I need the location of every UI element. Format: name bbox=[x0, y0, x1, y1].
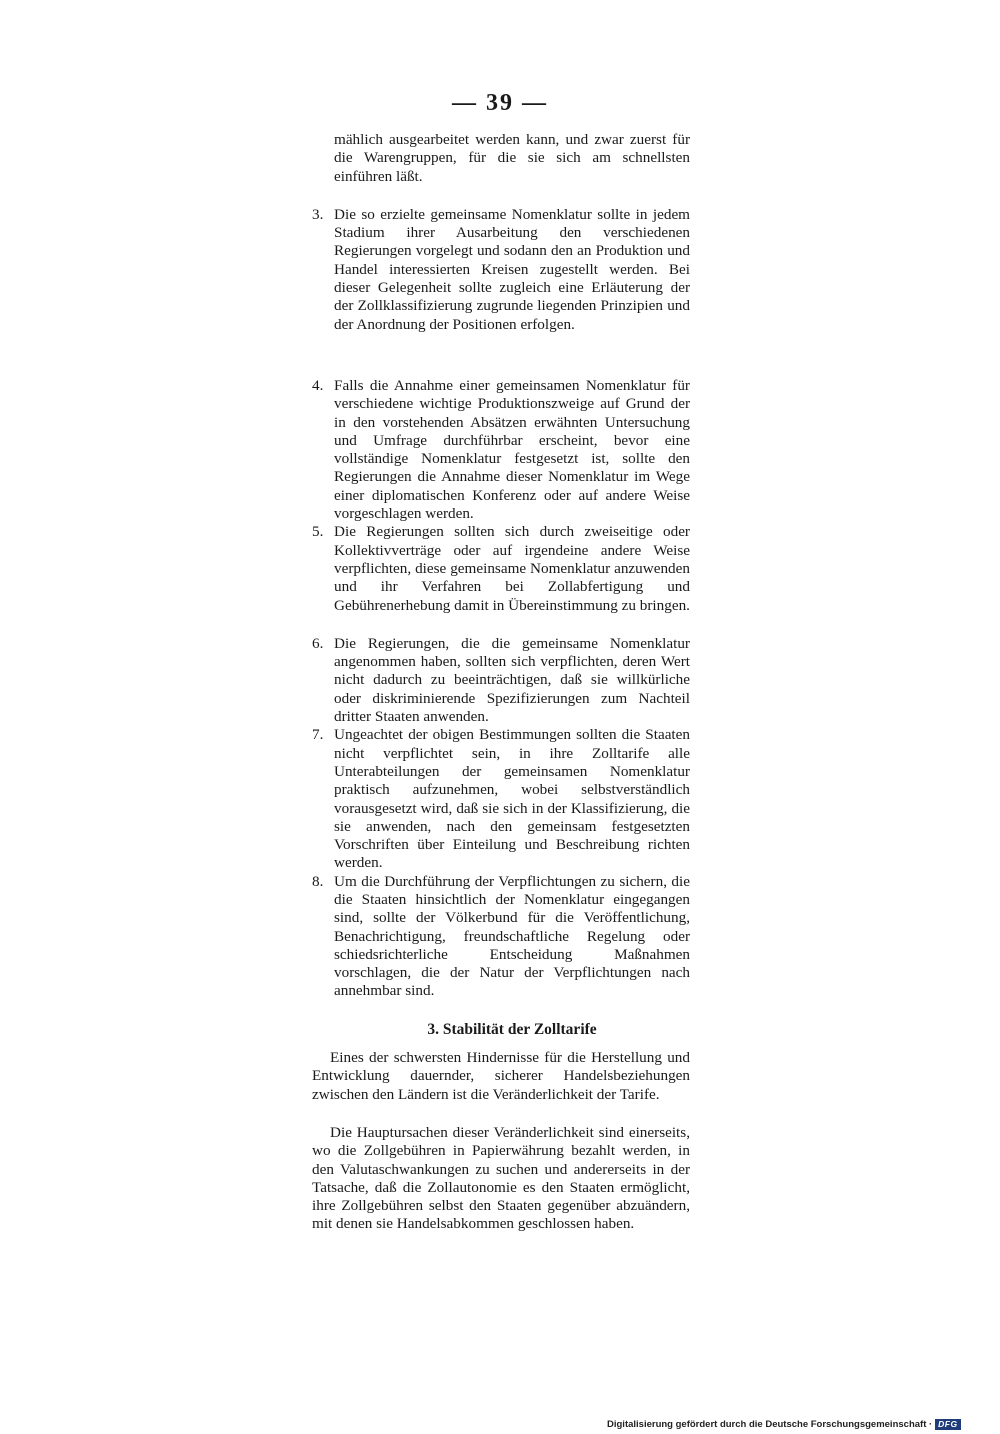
item-text: Um die Durchführung der Verpflichtungen zu sichern, die die Staaten hinsichtlich der Nomenklatur eingegangen sind, sollte der Völkerbund für die Veröffentlichung, Benachrichtigung, freundschaftliche Regelung oder schiedsrichterliche Entscheidung Maßnahmen vorschlagen, die der Natur der Verpflichtungen nach annehmbar sind. bbox=[334, 872, 690, 1000]
list-item-8 bbox=[312, 873, 690, 1001]
list-item-7 bbox=[312, 726, 690, 872]
section-heading: 3. Stabilität der Zolltarife bbox=[427, 1020, 597, 1038]
body-paragraph: Die Hauptursachen dieser Veränderlichkeit sind einerseits, wo die Zollgebühren in Papierwährung bezahlt werden, in den Valutaschwankungen zu suchen und andererseits in der Tatsache, daß die Zollautonomie es den Staaten ermöglicht, ihre Zollgebühren selbst den Staaten gegenüber abzuändern, mit denen sie Handelsabkommen geschlossen haben. bbox=[312, 1123, 690, 1233]
body-paragraph: Eines der schwersten Hindernisse für die Herstellung und Entwicklung dauernder, sicherer Handelsbeziehungen zwischen den Ländern ist die Veränderlichkeit der Tarife. bbox=[312, 1049, 690, 1103]
list-item-4 bbox=[312, 377, 690, 523]
item-number: 5. bbox=[312, 523, 324, 541]
credit-text: Digitalisierung gefördert durch die Deutsche Forschungsgemeinschaft · bbox=[607, 1419, 933, 1430]
item-number: 6. bbox=[312, 634, 324, 652]
list-item-3 bbox=[312, 206, 690, 334]
item-text: Die Regierungen, die die gemeinsame Nomenklatur angenommen haben, sollten sich verpflichten, deren Wert nicht dadurch zu beeinträchtigen, daß sie willkürliche oder diskriminierende Spezifizierungen zum Nachteil dritter Staaten anwenden. bbox=[334, 634, 690, 726]
list-item-6 bbox=[312, 635, 690, 726]
digitization-credit bbox=[607, 1419, 961, 1430]
item-text: Falls die Annahme einer gemeinsamen Nomenklatur für verschiedene wichtige Produktionszweige auf Grund der in den vorstehenden Absätzen erwähnten Untersuchung und Umfrage durchführbar erscheint, bevor eine vollständige Nomenklatur festgesetzt ist, sollte den Regierungen die Annahme dieser Nomenklatur im Wege einer diplomatischen Konferenz oder auf andere Weise vorgeschlagen werden. bbox=[334, 376, 690, 523]
page-number: — 39 — bbox=[452, 90, 548, 116]
list-item-5 bbox=[312, 523, 690, 614]
continuation-paragraph: mählich ausgearbeitet werden kann, und zwar zuerst für die Warengruppen, für die sie sich am schnellsten einführen läßt. bbox=[334, 131, 690, 185]
item-number: 7. bbox=[312, 726, 324, 744]
text-column bbox=[312, 131, 690, 1234]
item-text: Die Regierungen sollten sich durch zweiseitige oder Kollektivverträge oder auf irgendeine andere Weise verpflichten, diese gemeinsame Nomenklatur anzuwenden und ihr Verfahren bei Zollabfertigung und Gebührenerhebung damit in Übereinstimmung zu bringen. bbox=[334, 523, 690, 614]
dfg-logo-icon: DFG bbox=[935, 1419, 960, 1430]
item-number: 3. bbox=[312, 205, 324, 223]
item-text: Die so erzielte gemeinsame Nomenklatur sollte in jedem Stadium ihrer Ausarbeitung den verschiedenen Regierungen vorgelegt und sodann den an Produktion und Handel interessierten Kreisen zugestellt werden. Bei dieser Gelegenheit sollte zugleich eine Erläuterung der der Zollklassifizierung zugrunde liegenden Prinzipien und der Anordnung der Positionen erfolgen. bbox=[334, 205, 690, 333]
item-text: Ungeachtet der obigen Bestimmungen sollten die Staaten nicht verpflichtet sein, in ihre Zolltarife alle Unterabteilungen der gemeinsamen Nomenklatur praktisch aufzunehmen, wobei selbstverständlich vorausgesetzt wird, daß sie sich in der Klassifizierung, die sie anwenden, nach den gemeinsam festgesetzten Vorschriften über Einteilung und Beschreibung richten werden. bbox=[334, 726, 690, 872]
item-number: 8. bbox=[312, 872, 324, 890]
item-number: 4. bbox=[312, 376, 324, 394]
